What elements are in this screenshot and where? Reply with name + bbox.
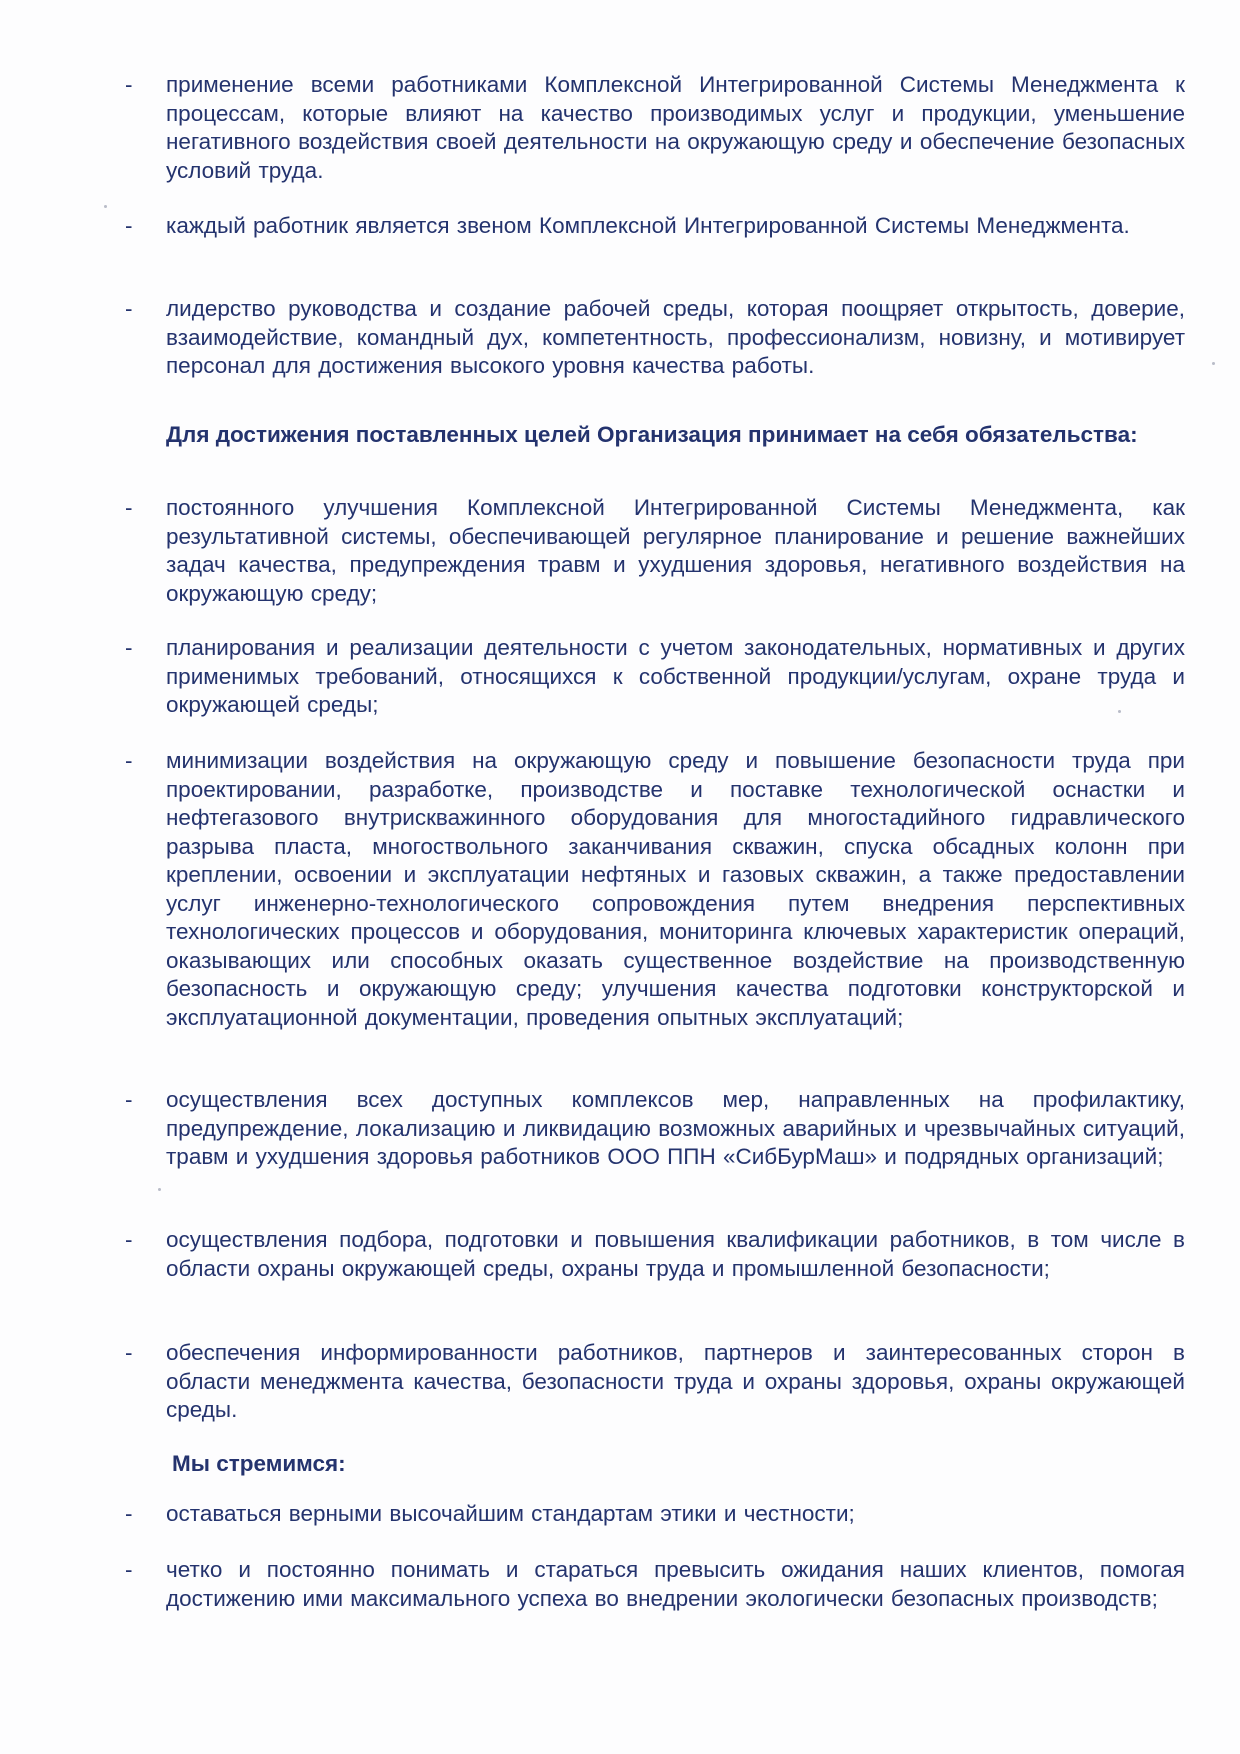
paragraph: оставаться верными высочайшим стандартам этики и честности; (166, 1501, 855, 1526)
bullet-dash: - (125, 1501, 133, 1526)
bullet-dash: - (125, 213, 133, 238)
section-heading-commitments: Для достижения поставленных целей Организация принимает на себя обязательства: (166, 422, 1138, 447)
paragraph: лидерство руководства и создание рабочей среды, которая поощряет открытость, доверие, взаимодействие, командный дух, компетентность, профессионализм, новизну, и мотивирует персонал для достижения высокого уровня качества работы. (166, 296, 1185, 378)
bullet-dash: - (125, 635, 133, 660)
scan-speck (1212, 362, 1215, 365)
list-item (125, 1086, 1185, 1172)
paragraph: четко и постоянно понимать и стараться превысить ожидания наших клиентов, помогая достижению ими максимального успеха во внедрении экологически безопасных производств; (166, 1557, 1185, 1611)
bullet-dash: - (125, 748, 133, 773)
list-item (125, 1556, 1185, 1613)
bullet-dash: - (125, 296, 133, 321)
paragraph: планирования и реализации деятельности с учетом законодательных, нормативных и других применимых требований, относящихся к собственной продукции/услугам, охране труда и окружающей среды; (166, 635, 1185, 717)
list-item (125, 494, 1185, 608)
bullet-dash: - (125, 1227, 133, 1252)
bullet-dash: - (125, 1087, 133, 1112)
list-item (125, 1339, 1185, 1425)
list-item (125, 1226, 1185, 1283)
bullet-dash: - (125, 1557, 133, 1582)
paragraph: применение всеми работниками Комплексной Интегрированной Системы Менеджмента к процессам, которые влияют на качество производимых услуг и продукции, уменьшение негативного воздействия своей деятельности на окружающую среду и обеспечение безопасных условий труда. (166, 72, 1185, 183)
list-item (125, 1500, 1185, 1529)
list-item (125, 295, 1185, 381)
list-item (125, 71, 1185, 185)
scan-speck (1118, 710, 1121, 713)
bullet-dash: - (125, 72, 133, 97)
bullet-dash: - (125, 1340, 133, 1365)
list-item (125, 212, 1185, 241)
scan-speck (158, 1188, 161, 1191)
bullet-dash: - (125, 495, 133, 520)
list-item (125, 747, 1185, 1032)
paragraph: каждый работник является звеном Комплексной Интегрированной Системы Менеджмента. (166, 213, 1130, 238)
paragraph: осуществления всех доступных комплексов мер, направленных на профилактику, предупреждение, локализацию и ликвидацию возможных аварийных и чрезвычайных ситуаций, травм и ухудшения здоровья работников ООО ППН «СибБурМаш» и подрядных организаций; (166, 1087, 1185, 1169)
paragraph: минимизации воздействия на окружающую среду и повышение безопасности труда при проектировании, разработке, производстве и поставке технологической оснастки и нефтегазового внутрискважинного оборудования для многостадийного гидравлического разрыва пласта, многоствольного заканчивания скважин, спуска обсадных колонн при креплении, освоении и эксплуатации нефтяных и газовых скважин, а также предоставлении услуг инженерно-технологического сопровождения путем внедрения перспективных технологических процессов и оборудования, мониторинга ключевых характеристик операций, оказывающих или способных оказать существенное воздействие на производственную безопасность и окружающую среду; улучшения качества подготовки конструкторской и эксплуатационной документации, проведения опытных эксплуатаций; (166, 748, 1185, 1030)
list-item (125, 634, 1185, 720)
paragraph: постоянного улучшения Комплексной Интегрированной Системы Менеджмента, как результативной системы, обеспечивающей регулярное планирование и решение важнейших задач качества, предупреждения травм и ухудшения здоровья, негативного воздействия на окружающую среду; (166, 495, 1185, 606)
scan-speck (104, 205, 107, 208)
paragraph: осуществления подбора, подготовки и повышения квалификации работников, в том числе в области охраны окружающей среды, охраны труда и промышленной безопасности; (166, 1227, 1185, 1281)
section-heading-strive: Мы стремимся: (172, 1451, 346, 1476)
paragraph: обеспечения информированности работников, партнеров и заинтересованных сторон в области менеджмента качества, безопасности труда и охраны здоровья, охраны окружающей среды. (166, 1340, 1185, 1422)
